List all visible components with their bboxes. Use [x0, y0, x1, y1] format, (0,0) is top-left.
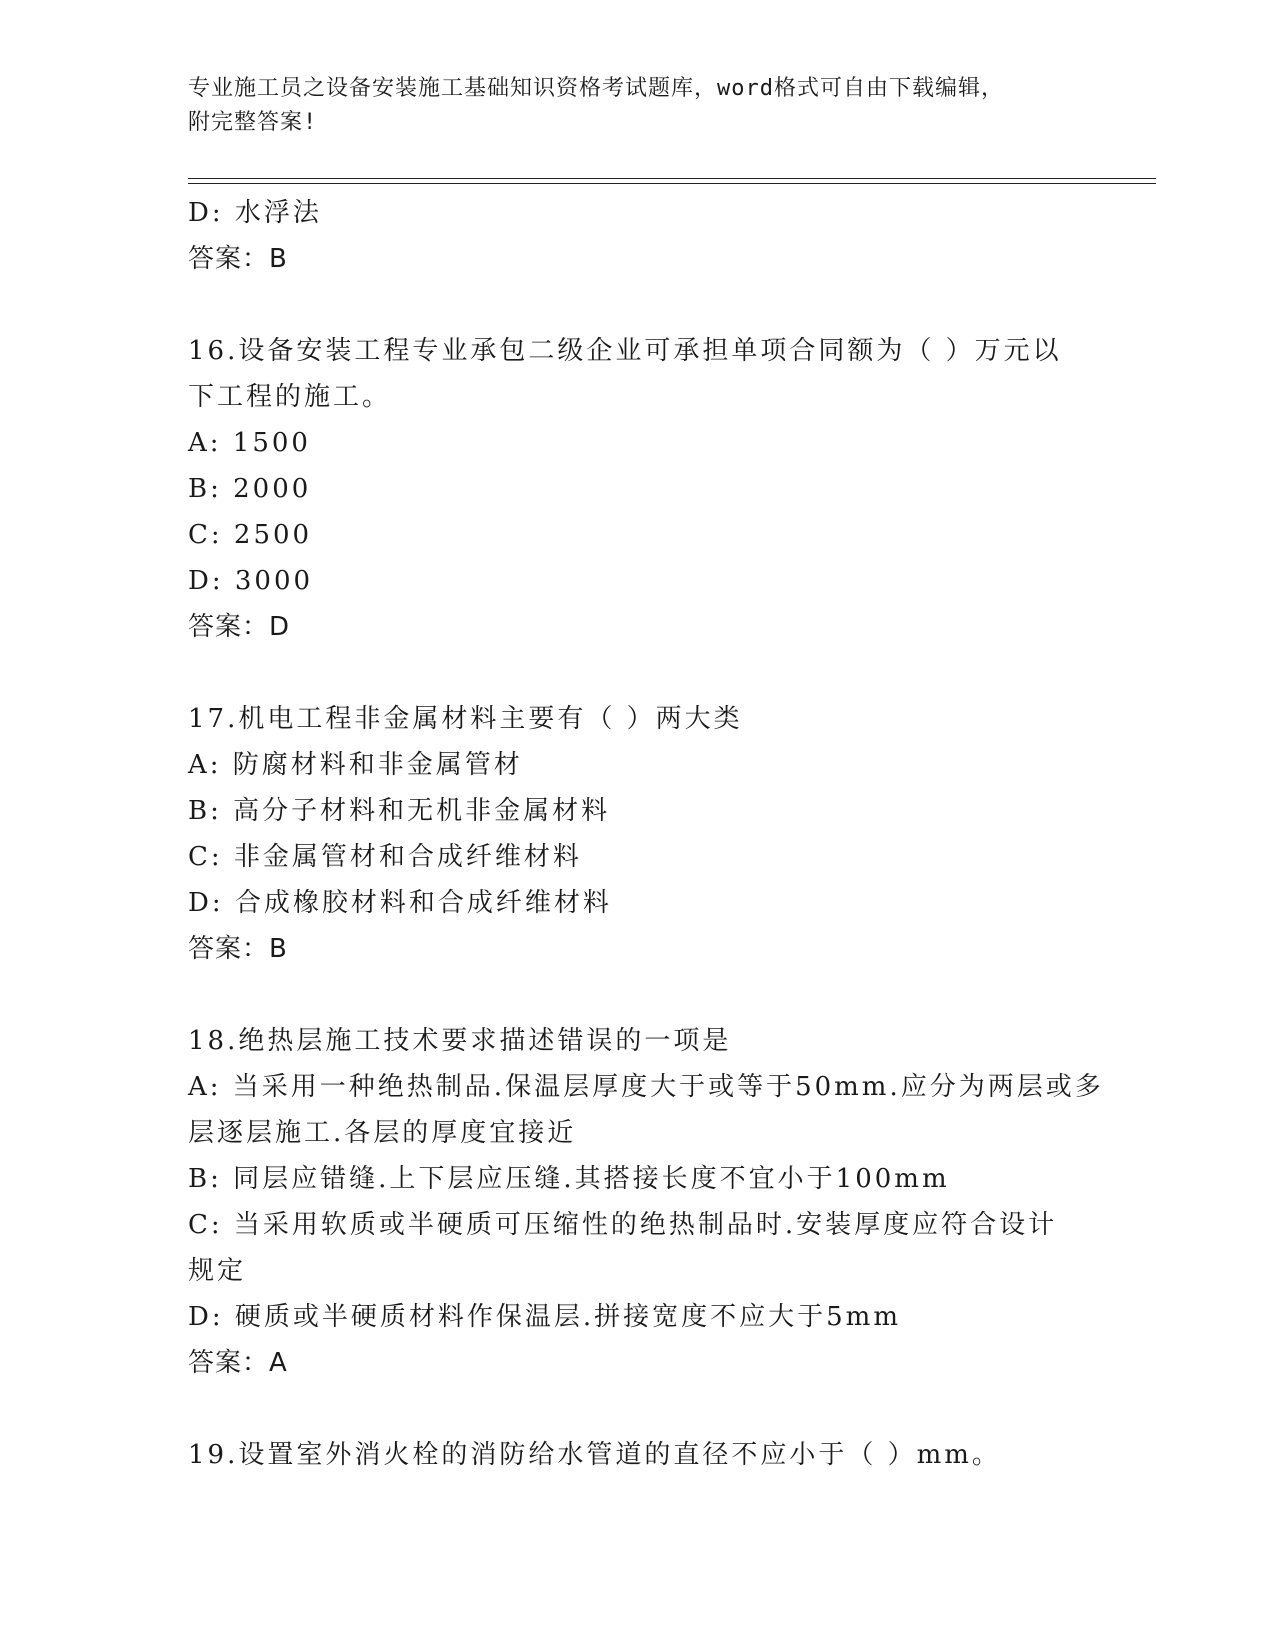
question-16 — [188, 328, 1088, 650]
header-line-2: 附完整答案! — [188, 110, 318, 135]
option-d: D: 3000 — [188, 566, 314, 596]
question-19 — [188, 1432, 1088, 1478]
option-c: C: 当采用软质或半硬质可压缩性的绝热制品时.安装厚度应符合设计 — [188, 1210, 1058, 1240]
option-a: A: 防腐材料和非金属管材 — [188, 750, 523, 780]
option-c: C: 非金属管材和合成纤维材料 — [188, 842, 582, 872]
option-c-continued: 规定 — [188, 1256, 247, 1286]
document-body — [188, 190, 1104, 1478]
option-d: D: 水浮法 — [188, 198, 322, 228]
option-a-continued: 层逐层施工.各层的厚度宜接近 — [188, 1118, 577, 1148]
option-b: B: 2000 — [188, 474, 312, 504]
answer: 答案：A — [188, 1348, 288, 1378]
option-c: C: 2500 — [188, 520, 313, 550]
option-b: B: 高分子材料和无机非金属材料 — [188, 796, 611, 826]
question-17 — [188, 696, 1088, 972]
option-b: B: 同层应错缝.上下层应压缝.其搭接长度不宜小于100mm — [188, 1164, 950, 1194]
answer: 答案：B — [188, 934, 288, 964]
answer: 答案：B — [188, 244, 288, 274]
question-stem: 17.机电工程非金属材料主要有（ ）两大类 — [188, 704, 743, 734]
option-a: A: 1500 — [188, 428, 311, 458]
answer: 答案：D — [188, 612, 291, 642]
option-d: D: 硬质或半硬质材料作保温层.拼接宽度不应大于5mm — [188, 1302, 901, 1332]
header-rule-bottom — [188, 183, 1156, 184]
question-stem: 18.绝热层施工技术要求描述错误的一项是 — [188, 1026, 732, 1056]
question-stem: 19.设置室外消火栓的消防给水管道的直径不应小于（ ）mm。 — [188, 1440, 1001, 1470]
question-stem: 16.设备安装工程专业承包二级企业可承担单项合同额为（ ）万元以 — [188, 336, 1062, 366]
document-header — [188, 72, 1068, 140]
header-rule-top — [188, 178, 1156, 179]
option-a: A: 当采用一种绝热制品.保温层厚度大于或等于50mm.应分为两层或多 — [188, 1072, 1104, 1102]
question-stem: 下工程的施工。 — [188, 382, 392, 412]
header-line-1: 专业施工员之设备安装施工基础知识资格考试题库，word格式可自由下载编辑， — [188, 76, 1004, 101]
option-d: D: 合成橡胶材料和合成纤维材料 — [188, 888, 612, 918]
question-18 — [188, 1018, 1104, 1386]
